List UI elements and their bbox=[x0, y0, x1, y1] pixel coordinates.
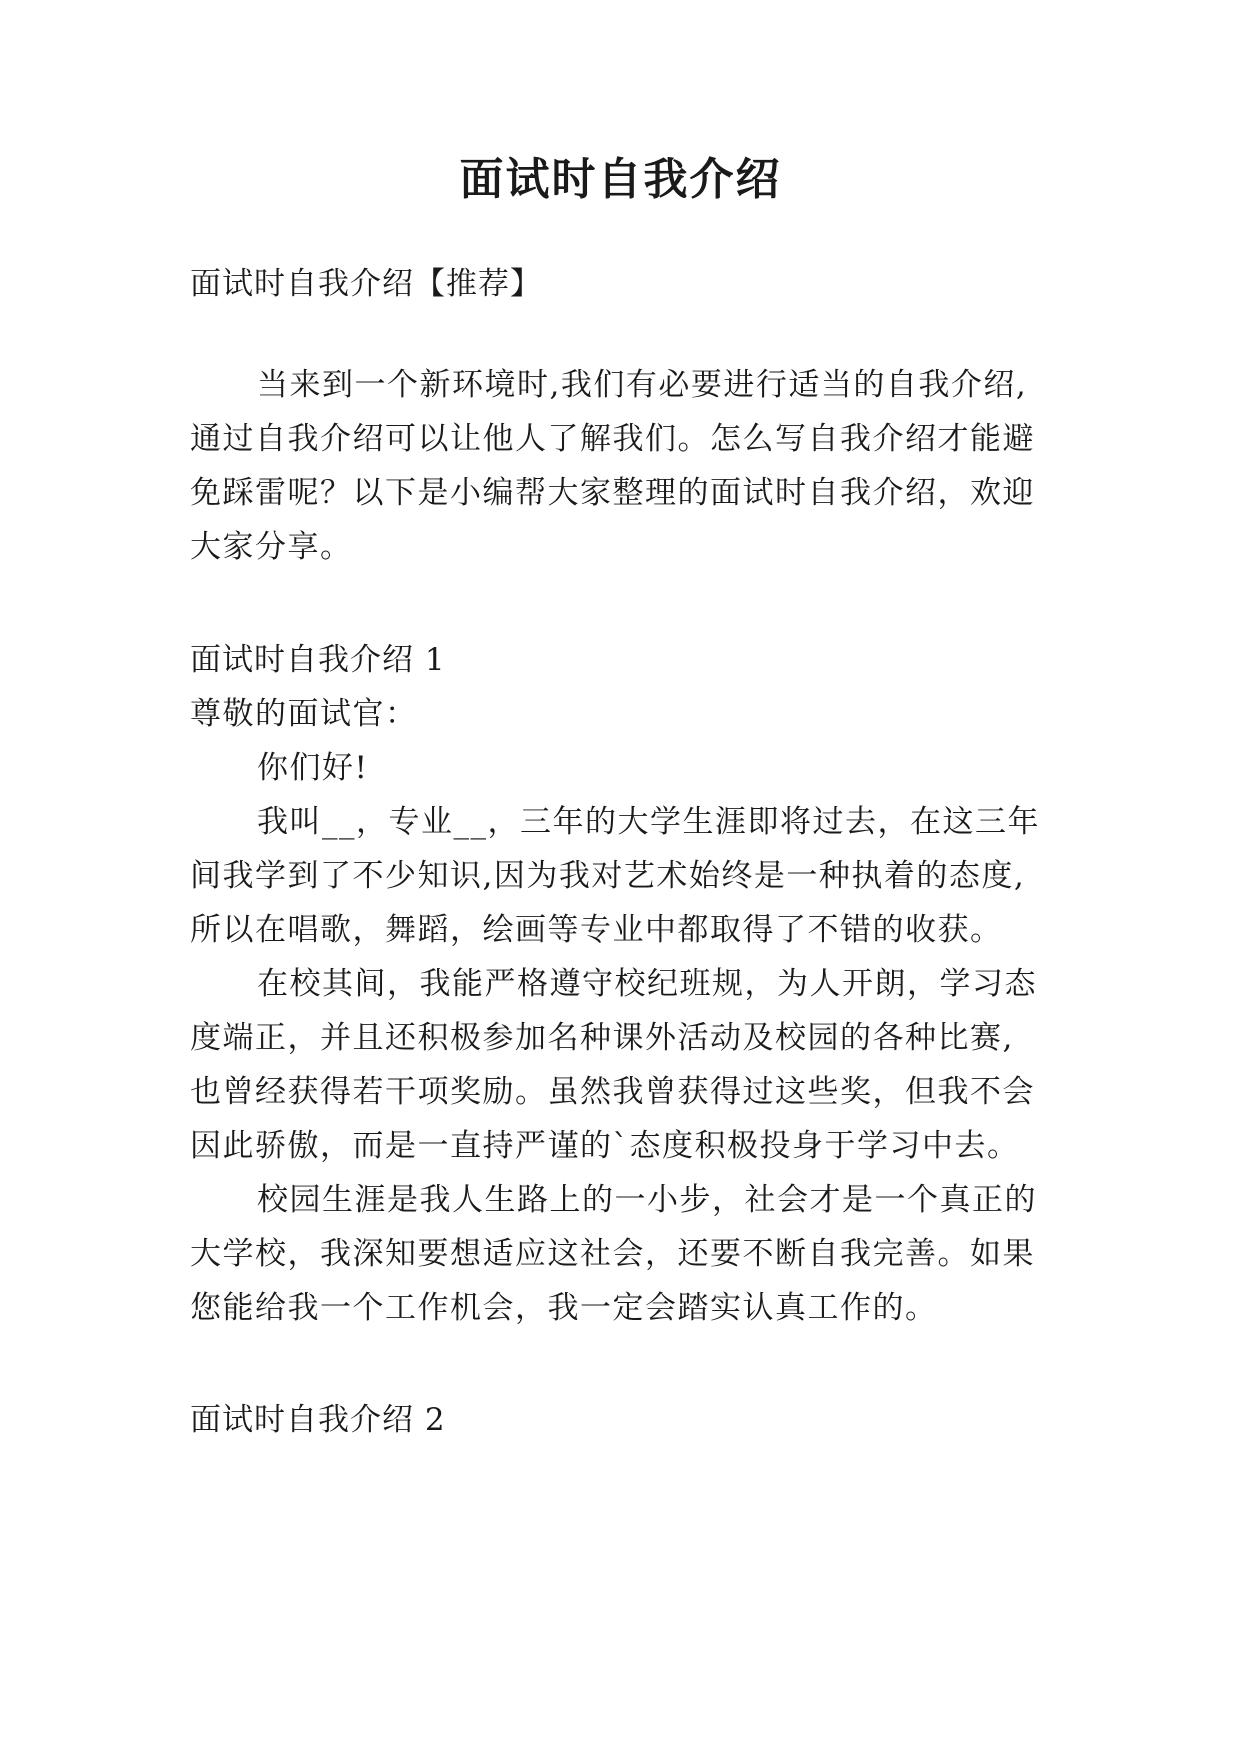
intro-line: 免踩雷呢？以下是小编帮大家整理的面试时自我介绍，欢迎 bbox=[190, 475, 1035, 511]
salutation: 尊敬的面试官： bbox=[190, 696, 418, 732]
paragraph-line: 您能给我一个工作机会，我一定会踏实认真工作的。 bbox=[190, 1290, 938, 1326]
intro-line: 当来到一个新环境时,我们有必要进行适当的自我介绍, bbox=[257, 367, 1028, 403]
intro-line: 通过自我介绍可以让他人了解我们。怎么写自我介绍才能避 bbox=[190, 421, 1035, 457]
paragraph-line: 度端正，并且还积极参加名种课外活动及校园的各种比赛, bbox=[190, 1020, 1014, 1056]
paragraph-line: 间我学到了不少知识,因为我对艺术始终是一种执着的态度, bbox=[190, 858, 1026, 894]
section-heading: 面试时自我介绍 1 bbox=[190, 642, 446, 678]
document-title: 面试时自我介绍 bbox=[459, 154, 782, 205]
section-heading: 面试时自我介绍 2 bbox=[190, 1402, 446, 1438]
paragraph-line: 所以在唱歌，舞蹈，绘画等专业中都取得了不错的收获。 bbox=[190, 912, 1003, 948]
document-subtitle: 面试时自我介绍【推荐】 bbox=[190, 266, 542, 302]
paragraph-line: 也曾经获得若干项奖励。虽然我曾获得过这些奖，但我不会 bbox=[190, 1074, 1035, 1110]
intro-line: 大家分享。 bbox=[190, 529, 353, 565]
paragraph-line: 校园生涯是我人生路上的一小步，社会才是一个真正的 bbox=[257, 1182, 1037, 1218]
greeting: 你们好! bbox=[257, 750, 369, 786]
paragraph-line: 因此骄傲，而是一直持严谨的`态度积极投身于学习中去。 bbox=[190, 1128, 1020, 1164]
paragraph-line: 我叫__，专业__，三年的大学生涯即将过去，在这三年 bbox=[257, 804, 1040, 840]
paragraph-line: 在校其间，我能严格遵守校纪班规，为人开朗，学习态 bbox=[257, 966, 1037, 1002]
paragraph-line: 大学校，我深知要想适应这社会，还要不断自我完善。如果 bbox=[190, 1236, 1035, 1272]
